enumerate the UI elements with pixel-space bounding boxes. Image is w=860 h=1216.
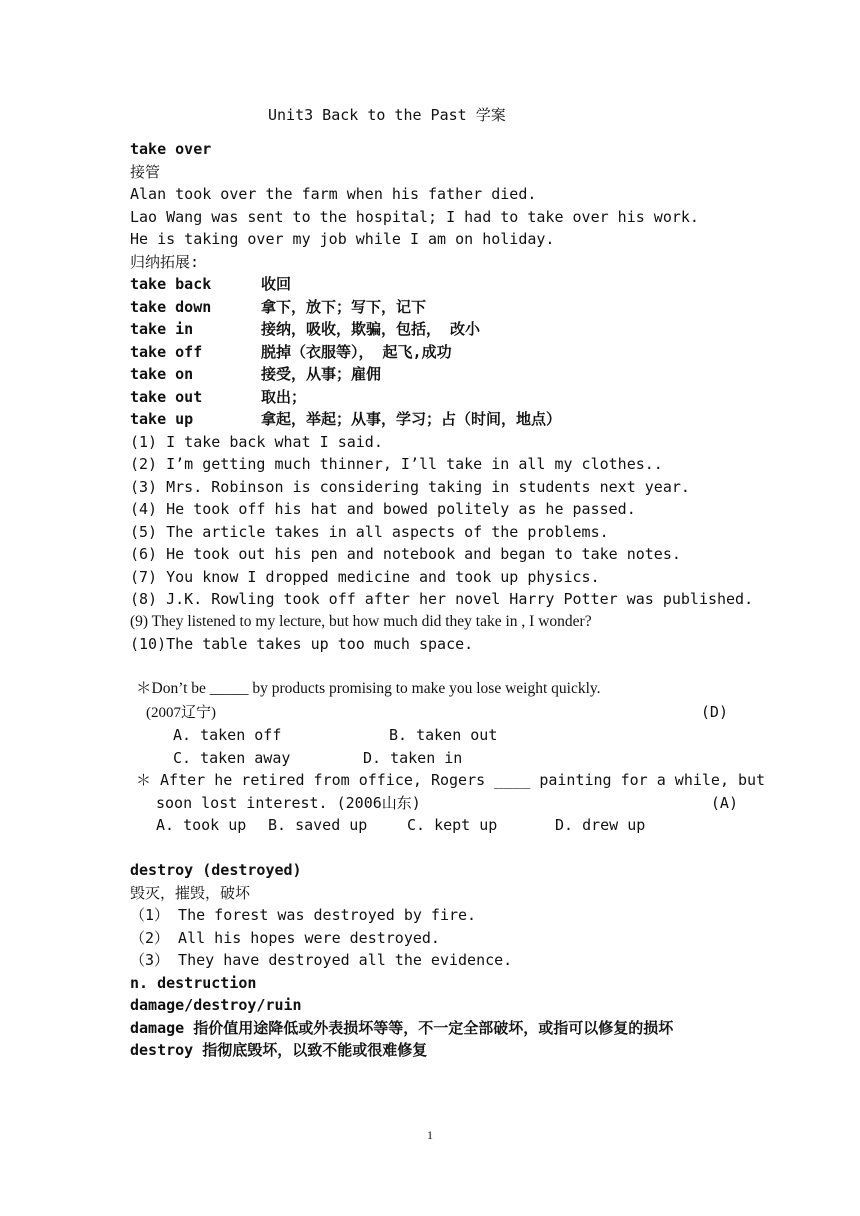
section-heading-destroy: destroy (destroyed) (130, 861, 302, 879)
question-text: ＊ After he retired from office, Rogers ____ painting for a while, but (136, 771, 766, 789)
example-sentence: （2） All his hopes were destroyed. (130, 928, 440, 947)
question-source: soon lost interest. (2006山东) (156, 793, 421, 812)
numbered-sentence: (5) The article takes in all aspects of the problems. (130, 522, 609, 541)
options-row (130, 747, 740, 770)
document-body (130, 104, 766, 1062)
phrase-row (130, 408, 740, 431)
option: C. kept up (407, 816, 498, 834)
phrase-zh: 取出； (261, 387, 307, 406)
phrase-en: take down (130, 297, 212, 316)
phrase-row (130, 386, 740, 409)
example-sentence: （3） They have destroyed all the evidence. (130, 951, 513, 969)
example-sentence: He is taking over my job while I am on holiday. (130, 230, 555, 248)
numbered-sentence: (8) J.K. Rowling took off after her novel Harry Potter was published. (130, 590, 754, 608)
options-row (130, 814, 740, 837)
option: D. taken in (363, 748, 463, 767)
phrase-row (130, 318, 740, 341)
option: A. taken off (173, 726, 282, 744)
option: D. drew up (555, 816, 646, 834)
phrase-zh: 收回 (261, 275, 292, 293)
phrase-row (130, 363, 740, 386)
page-number: 1 (427, 1128, 433, 1142)
phrase-row (130, 273, 740, 296)
summary-label: 归纳拓展: (130, 252, 200, 271)
numbered-sentence: (4) He took off his hat and bowed politely as he passed. (130, 500, 636, 518)
noun-form: n. destruction (130, 973, 257, 992)
phrase-row (130, 296, 740, 319)
phrase-en: take off (130, 342, 203, 361)
numbered-sentence: (2) I’m getting much thinner, I’ll take in all my clothes.. (130, 455, 663, 473)
phrase-zh: 拿下，放下；写下，记下 (261, 297, 427, 316)
numbered-sentence: (1) I take back what I said. (130, 432, 383, 451)
destroy-note: destroy 指彻底毁坏，以致不能或很难修复 (130, 1041, 428, 1059)
phrase-en: take in (130, 320, 194, 338)
options-row (130, 724, 740, 747)
numbered-sentence: (9) They listened to my lecture, but how much did they take in , I wonder? (130, 612, 592, 630)
numbered-sentence: (10)The table takes up too much space. (130, 635, 474, 653)
question-text: ＊Don’t be _____ by products promising to make you lose weight quickly. (136, 680, 601, 697)
numbered-sentence: (3) Mrs. Robinson is considering taking in students next year. (130, 477, 690, 496)
numbered-sentence: (7) You know I dropped medicine and took up physics. (130, 567, 600, 586)
option: C. taken away (173, 748, 291, 767)
phrase-zh: 脱掉（衣服等）， 起飞,成功 (261, 342, 452, 361)
option: B. saved up (268, 816, 368, 834)
example-sentence: Lao Wang was sent to the hospital; I had to take over his work. (130, 207, 699, 226)
phrase-zh: 接纳，吸收，欺骗，包括， 改小 (261, 320, 481, 338)
question-source: (2007辽宁) (146, 704, 216, 721)
option: B. taken out (389, 726, 498, 744)
answer-key: (A) (710, 793, 738, 812)
example-sentence: Alan took over the farm when his father died. (130, 185, 537, 203)
phrase-en: take out (130, 387, 203, 406)
example-sentence: （1） The forest was destroyed by fire. (130, 906, 477, 924)
numbered-sentence: (6) He took out his pen and notebook and began to take notes. (130, 545, 681, 563)
meaning: 接管 (130, 162, 161, 181)
phrase-en: take on (130, 365, 194, 383)
phrase-zh: 接受，从事；雇佣 (261, 365, 382, 383)
meaning: 毁灭，摧毁，破坏 (130, 883, 251, 902)
phrase-en: take back (130, 275, 212, 293)
damage-note: damage 指价值用途降低或外表损坏等等，不一定全部破坏，或指可以修复的损坏 (130, 1018, 674, 1037)
option: A. took up (156, 816, 247, 834)
phrase-row (130, 341, 740, 364)
compare-heading: damage/destroy/ruin (130, 996, 302, 1014)
phrase-en: take up (130, 410, 194, 428)
quiz-question-1 (130, 678, 740, 724)
quiz-question-2 (130, 769, 766, 814)
answer-key: (D) (700, 702, 728, 721)
phrase-zh: 拿起，举起；从事，学习；占（时间，地点） (261, 410, 562, 428)
page-title: Unit3 Back to the Past 学案 (268, 106, 506, 124)
section-heading-take-over: take over (130, 140, 212, 158)
